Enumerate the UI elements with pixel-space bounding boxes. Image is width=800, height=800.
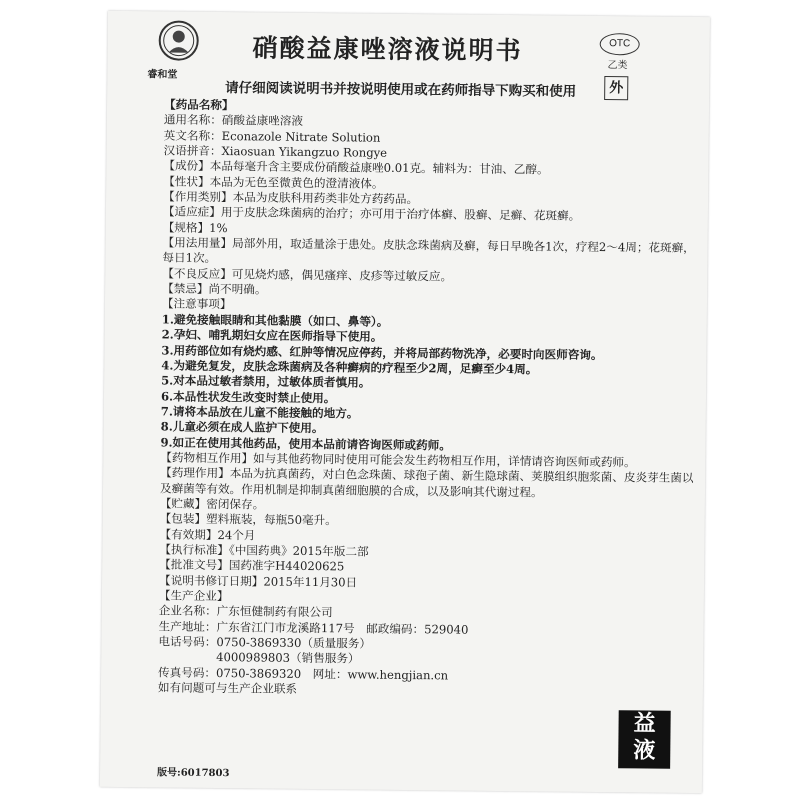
- leaflet-line: 【药理作用】本品为抗真菌药，对白色念珠菌、球孢子菌、新生隐球菌、荚膜组织胞浆菌、皮炎芽生菌以及癣菌等有效。作用机制是抑制真菌细胞膜的合成，以及影响其代谢过程。: [159, 465, 694, 500]
- leaflet-line: 【用法用量】局部外用，取适量涂于患处。皮肤念珠菌病及癣，每日早晚各1次，疗程2～4周；花斑癣，每日1次。: [162, 235, 695, 266]
- otc-badge: OTC: [600, 33, 640, 55]
- leaflet-line: 【禁忌】尚不明确。: [162, 281, 267, 297]
- leaflet-line: 6.本品性状发生改变时禁止使用。: [160, 388, 336, 405]
- leaflet-line: 【执行标准】《中国药典》2015年版二部: [159, 542, 369, 559]
- version-number: 版号:6017803: [156, 767, 230, 780]
- leaflet-line: 企业名称：广东恒健制药有限公司: [158, 603, 333, 620]
- leaflet-line: 【成份】本品每毫升含主要成份硝酸益康唑0.01克。辅料为：甘油、乙醇。: [163, 158, 549, 177]
- leaflet-line: 【规格】1%: [162, 220, 228, 235]
- leaflet-line: 1.避免接触眼睛和其他黏膜（如口、鼻等）。: [161, 312, 389, 329]
- brand-name: 睿和堂: [147, 69, 178, 81]
- leaflet-line: 传真号码：0750-3869320 网址：www.hengjian.cn: [158, 665, 449, 683]
- leaflet-line: 【说明书修订日期】2015年11月30日: [158, 573, 358, 590]
- leaflet-line: 【注意事项】: [161, 296, 232, 312]
- leaflet-line: 【不良反应】可见烧灼感，偶见瘙痒、皮疹等过敏反应。: [162, 266, 453, 284]
- stamp-char-1: 益: [633, 711, 656, 737]
- usage-notice: 请仔细阅读说明书并按说明使用或在药师指导下购买和使用: [225, 80, 577, 100]
- leaflet-line: 通用名称：硝酸益康唑溶液: [163, 112, 304, 129]
- leaflet-line: 【作用类别】本品为皮肤科用药类非处方药药品。: [163, 189, 419, 207]
- leaflet-line: 7.请将本品放在儿童不能接触的地方。: [160, 404, 359, 421]
- leaflet-line: 2.孕妇、哺乳期妇女应在医师指导下使用。: [161, 327, 383, 344]
- leaflet-line: 4.为避免复发，皮肤念珠菌病及各种癣病的疗程至少2周，足癣至少4周。: [161, 358, 538, 377]
- leaflet-line: 【批准文号】国药准字H44020625: [159, 557, 345, 574]
- leaflet-line: 【药品名称】: [163, 97, 234, 113]
- stamp-char-2: 液: [633, 738, 656, 764]
- leaflet-line: 【药物相互作用】如与其他药物同时使用可能会发生药物相互作用，详情请咨询医师或药师。: [160, 450, 636, 470]
- brand-logo-icon: [157, 19, 199, 61]
- document-title: 硝酸益康唑溶液说明书: [252, 33, 523, 66]
- leaflet-line: 8.儿童必须在成人监护下使用。: [160, 419, 324, 436]
- leaflet-line: 4000989803（销售服务）: [158, 649, 360, 666]
- leaflet-line: 5.对本品过敏者禁用，过敏体质者慎用。: [161, 373, 371, 390]
- leaflet-line: 9.如正在使用其他药品，使用本品前请咨询医师或药师。: [160, 434, 451, 453]
- leaflet-line: 生产地址：广东省江门市龙溪路117号 邮政编码：529040: [158, 619, 469, 637]
- product-stamp: [618, 710, 671, 769]
- leaflet-line: 【有效期】24个月: [159, 527, 256, 543]
- leaflet-line: 【生产企业】: [158, 588, 229, 604]
- leaflet-line: 3.用药部位如有烧灼感、红肿等情况应停药，并将局部药物洗净，必要时向医师咨询。: [161, 342, 603, 362]
- otc-class: 乙类: [607, 60, 628, 72]
- leaflet-line: 汉语拼音：Xiaosuan Yikangzuo Rongye: [163, 143, 388, 160]
- instruction-leaflet: [100, 11, 710, 793]
- leaflet-line: 如有问题可与生产企业联系: [157, 680, 298, 696]
- leaflet-line: 【贮藏】密闭保存。: [159, 496, 265, 512]
- leaflet-line: 【适应症】用于皮肤念珠菌病的治疗；亦可用于治疗体癣、股癣、足癣、花斑癣。: [162, 204, 581, 224]
- external-use-mark: 外: [604, 76, 628, 100]
- leaflet-line: 【包装】塑料瓶装，每瓶50毫升。: [159, 511, 337, 528]
- leaflet-line: 【性状】本品为无色至微黄色的澄清液体。: [163, 174, 384, 191]
- leaflet-line: 电话号码：0750-3869330（质量服务）: [158, 634, 372, 651]
- leaflet-body: [158, 97, 699, 701]
- leaflet-line: 英文名称：Econazole Nitrate Solution: [163, 128, 381, 145]
